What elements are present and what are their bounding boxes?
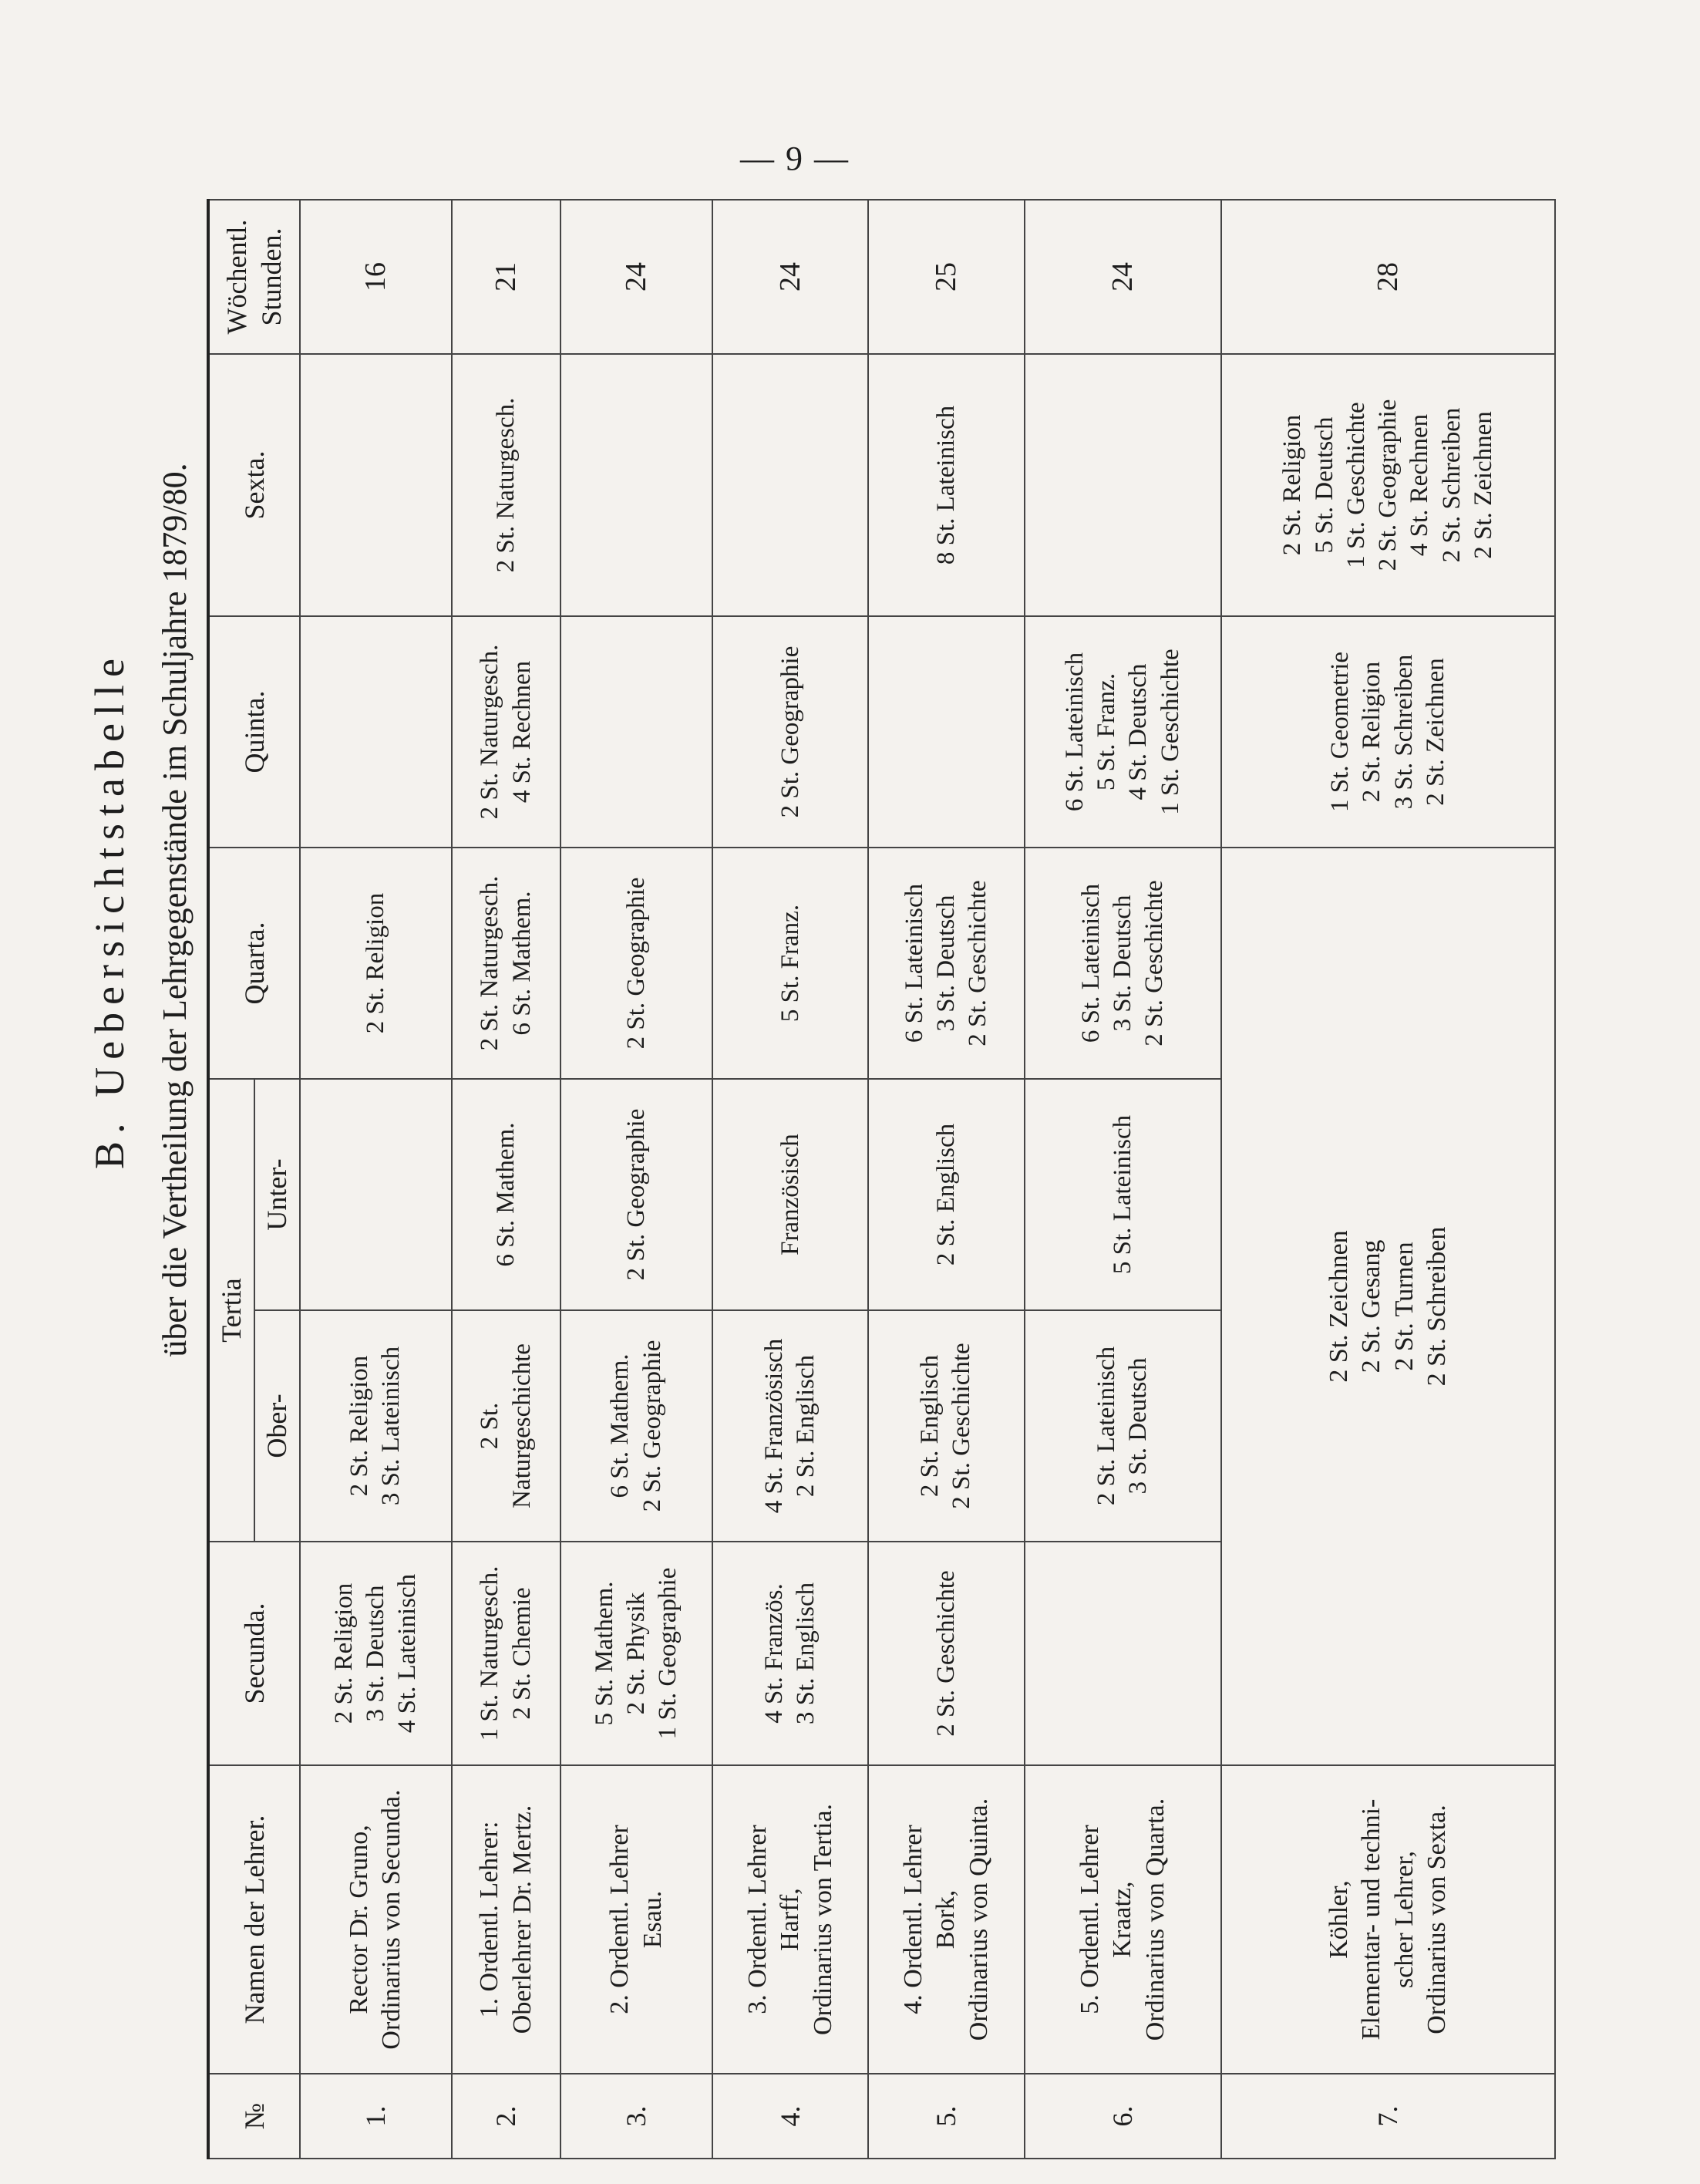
weekly-hours: 16 (300, 200, 452, 354)
col-header-sexta: Sexta. (208, 354, 300, 616)
lesson-entry: 2 St. Religion (345, 1355, 374, 1497)
lesson-entry: 3 St. Deutsch (1108, 895, 1136, 1032)
weekly-hours: 24 (560, 200, 712, 354)
lesson-entry: 1 St. Geschichte (1156, 649, 1184, 815)
table-row (1025, 200, 1222, 2159)
quinta-cell (300, 616, 452, 848)
sexta-cell (560, 354, 712, 616)
col-header-names: Namen der Lehrer. (208, 1765, 300, 2074)
lesson-entry: 5 St. Lateinisch (1108, 1114, 1136, 1275)
row-number: 2. (452, 2074, 560, 2159)
lesson-entry: 8 St. Lateinisch (931, 405, 960, 565)
teacher-name (712, 1765, 868, 2074)
lesson-entry: 3 St. Deutsch (931, 895, 960, 1032)
lesson-entry: 5 St. Mathem. (590, 1581, 618, 1726)
lesson-entry: 6 St. Mathem. (606, 1353, 635, 1498)
table-row (452, 200, 560, 2159)
schedule-table (207, 199, 1556, 2159)
lesson-entry: 2 St. Englisch (931, 1123, 960, 1266)
lesson-entry: 5 St. Franz. (1092, 672, 1121, 791)
lesson-entry: 4 St. Rechnen (1405, 413, 1434, 557)
teacher-line: Ordinarius von Quinta. (964, 1798, 993, 2041)
teacher-name (452, 1765, 560, 2074)
row-number: 5. (868, 2074, 1024, 2159)
lesson-entry: 2 St. Naturgesch. (476, 875, 504, 1051)
lesson-entry: 2 St. Schreiben (1422, 1226, 1452, 1387)
row-number: 1. (300, 2074, 452, 2159)
teacher-line: Kraatz, (1108, 1881, 1137, 1958)
col-header-hours (208, 200, 300, 354)
lesson-entry: 6 St. Mathem. (507, 891, 536, 1036)
quinta-cell (1221, 616, 1555, 848)
teacher-line: 1. Ordentl. Lehrer: (475, 1821, 504, 2018)
col-header-secunda: Secunda. (208, 1542, 300, 1765)
lesson-entry: 2 St. Englisch (792, 1354, 820, 1498)
teacher-name (560, 1765, 712, 2074)
page-number: — 9 — (740, 140, 850, 177)
teacher-line: Rector Dr. Gruno, (344, 1825, 373, 2014)
row-number: 6. (1025, 2074, 1222, 2159)
ober-tertia-cell (560, 1310, 712, 1542)
secunda-cell (1025, 1542, 1222, 1765)
teacher-line: Elementar- und techni- (1357, 1798, 1386, 2041)
lesson-entry: 4 St. Französisch (760, 1338, 788, 1514)
lesson-entry: 4 St. Französ. (760, 1583, 788, 1724)
table-header-row (208, 200, 254, 2159)
lesson-entry: 2 St. Geschichte (948, 1343, 976, 1509)
secunda-cell (560, 1542, 712, 1765)
sexta-cell (712, 354, 868, 616)
col-header-unter: Unter- (254, 1079, 300, 1310)
weekly-hours: 24 (712, 200, 868, 354)
teacher-line: Köhler, (1324, 1880, 1353, 1959)
lesson-entry: 2 St. Religion (1358, 661, 1386, 803)
lesson-entry: 2 St. Religion (329, 1582, 358, 1724)
quarta-cell (712, 848, 868, 1079)
col-header-quarta: Quarta. (208, 848, 300, 1079)
quinta-cell (1025, 616, 1222, 848)
teacher-line: 4. Ordentl. Lehrer (898, 1825, 927, 2014)
unter-tertia-cell (452, 1079, 560, 1310)
lesson-entry: 2 St. Religion (1278, 414, 1307, 556)
lesson-entry: 2 St. Geschichte (931, 1570, 960, 1737)
lesson-entry: 3 St. Schreiben (1389, 654, 1418, 810)
lesson-entry: 2 St. Religion (361, 892, 389, 1034)
ober-tertia-cell (712, 1310, 868, 1542)
lesson-entry: 3 St. Deutsch (361, 1585, 389, 1722)
teacher-line: 3. Ordentl. Lehrer (742, 1825, 772, 2014)
lesson-entry: 2 St. Geschichte (964, 880, 992, 1046)
lesson-entry: 2 St. Geographie (638, 1340, 666, 1512)
teacher-line: 5. Ordentl. Lehrer (1075, 1825, 1104, 2014)
lesson-entry: 5 St. Franz. (776, 904, 804, 1023)
teacher-line: Harff, (776, 1888, 804, 1951)
teacher-line: 2. Ordentl. Lehrer (605, 1825, 635, 2014)
lesson-entry: 3 St. Lateinisch (377, 1346, 406, 1506)
quarta-cell (300, 848, 452, 1079)
lesson-entry: 4 St. Deutsch (1124, 663, 1153, 800)
teacher-line: Ordinarius von Quarta. (1140, 1798, 1170, 2041)
sexta-cell (1221, 354, 1555, 616)
lesson-entry: 2 St. Schreiben (1437, 407, 1466, 563)
table-row (1221, 200, 1555, 2159)
lesson-entry: 1 St. Naturgesch. (476, 1566, 504, 1741)
sexta-cell (868, 354, 1024, 616)
teacher-line: scher Lehrer, (1389, 1851, 1419, 1988)
table-row (300, 200, 452, 2159)
lesson-entry: 6 St. Lateinisch (900, 883, 928, 1043)
quarta-cell (868, 848, 1024, 1079)
lesson-entry: 1 St. Geschichte (1341, 402, 1370, 568)
lesson-entry: 1 St. Geometrie (1326, 651, 1355, 813)
quarta-cell (452, 848, 560, 1079)
weekly-hours: 24 (1025, 200, 1222, 354)
unter-tertia-cell (300, 1079, 452, 1310)
teacher-line: Oberlehrer Dr. Mertz. (507, 1805, 537, 2034)
row-number: 3. (560, 2074, 712, 2159)
lesson-entry: 2 St. Physik (622, 1592, 651, 1715)
document-title: B. Uebersichtstabelle (86, 651, 133, 1169)
weekly-hours: 21 (452, 200, 560, 354)
lesson-entry: 2 St. Chemie (507, 1587, 536, 1720)
ober-tertia-cell (452, 1310, 560, 1542)
teacher-line: Esau. (638, 1890, 667, 1949)
lesson-entry: 2 St. Zeichnen (1421, 658, 1449, 806)
lesson-entry: 6 St. Lateinisch (1076, 883, 1105, 1043)
lesson-entry: 2 St. Naturgesch. (491, 397, 520, 573)
teacher-name (1221, 1765, 1555, 2074)
table-row (560, 200, 712, 2159)
header-woechentl: Wöchentl. (221, 219, 252, 335)
lesson-entry: 4 St. Rechnen (507, 660, 536, 804)
col-header-quinta: Quinta. (208, 616, 300, 848)
lesson-entry: 1 St. Geographie (654, 1567, 682, 1740)
lesson-entry: 6 St. Lateinisch (1060, 652, 1089, 812)
sexta-cell (452, 354, 560, 616)
lesson-entry: 2 St. Naturgeschichte (476, 1343, 536, 1508)
lesson-entry: 2 St. Zeichnen (1324, 1230, 1353, 1383)
lesson-entry: 2 St. Geographie (1374, 399, 1402, 571)
lesson-entry: 2 St. Geographie (776, 645, 804, 818)
secunda-cell (868, 1542, 1024, 1765)
lesson-entry: 2 St. Geographie (622, 877, 651, 1050)
ober-tertia-cell (868, 1310, 1024, 1542)
ober-tertia-cell (1025, 1310, 1222, 1542)
secunda-cell (300, 1542, 452, 1765)
lesson-entry: 4 St. Lateinisch (393, 1573, 422, 1734)
row-number: 4. (712, 2074, 868, 2159)
sexta-cell (300, 354, 452, 616)
table-row (712, 200, 868, 2159)
quinta-cell (868, 616, 1024, 848)
header-stunden: Stunden. (256, 228, 287, 326)
lesson-entry: 3 St. Deutsch (1124, 1357, 1153, 1495)
lesson-entry: Französisch (776, 1134, 804, 1255)
lesson-entry: 2 St. Naturgesch. (476, 644, 504, 820)
lesson-entry: 3 St. Englisch (792, 1582, 820, 1725)
quarta-cell (560, 848, 712, 1079)
ober-tertia-cell (300, 1310, 452, 1542)
table-row (868, 200, 1024, 2159)
teacher-name (868, 1765, 1024, 2074)
quinta-cell (712, 616, 868, 848)
lesson-entry: 2 St. Englisch (916, 1354, 944, 1498)
teacher-line: Bork, (931, 1889, 961, 1950)
document-subtitle: über die Vertheilung der Lehrgegenstände im Schuljahre 1879/80. (156, 463, 194, 1357)
lesson-entry: 2 St. Lateinisch (1092, 1346, 1121, 1506)
secunda-cell (452, 1542, 560, 1765)
lesson-entry: 2 St. Geographie (622, 1108, 651, 1281)
col-header-tertia: Tertia (208, 1079, 254, 1542)
col-header-number: № (208, 2074, 300, 2159)
schedule-table-wrapper (207, 201, 1556, 2159)
lesson-entry: 2 St. Turnen (1389, 1242, 1419, 1371)
col-header-ober: Ober- (254, 1310, 300, 1542)
unter-tertia-cell (560, 1079, 712, 1310)
weekly-hours: 25 (868, 200, 1024, 354)
lesson-entry: 5 St. Deutsch (1310, 416, 1338, 554)
secunda-cell (712, 1542, 868, 1765)
row-number: 7. (1221, 2074, 1555, 2159)
teacher-line: Ordinarius von Secunda. (377, 1789, 406, 2050)
unter-tertia-cell (868, 1079, 1024, 1310)
unter-tertia-cell (1025, 1079, 1222, 1310)
sexta-cell (1025, 354, 1222, 616)
teacher-name (1025, 1765, 1222, 2074)
quinta-cell (560, 616, 712, 848)
teacher-line: Ordinarius von Tertia. (808, 1803, 837, 2036)
weekly-hours: 28 (1221, 200, 1555, 354)
merged-classes-cell (1221, 848, 1555, 1765)
teacher-name (300, 1765, 452, 2074)
lesson-entry: 2 St. Gesang (1357, 1239, 1386, 1373)
lesson-entry: 2 St. Zeichnen (1469, 411, 1497, 559)
lesson-entry: 6 St. Mathem. (491, 1122, 520, 1267)
lesson-entry: 2 St. Geschichte (1140, 880, 1169, 1046)
quarta-cell (1025, 848, 1222, 1079)
unter-tertia-cell (712, 1079, 868, 1310)
quinta-cell (452, 616, 560, 848)
teacher-line: Ordinarius von Sexta. (1422, 1805, 1452, 2034)
